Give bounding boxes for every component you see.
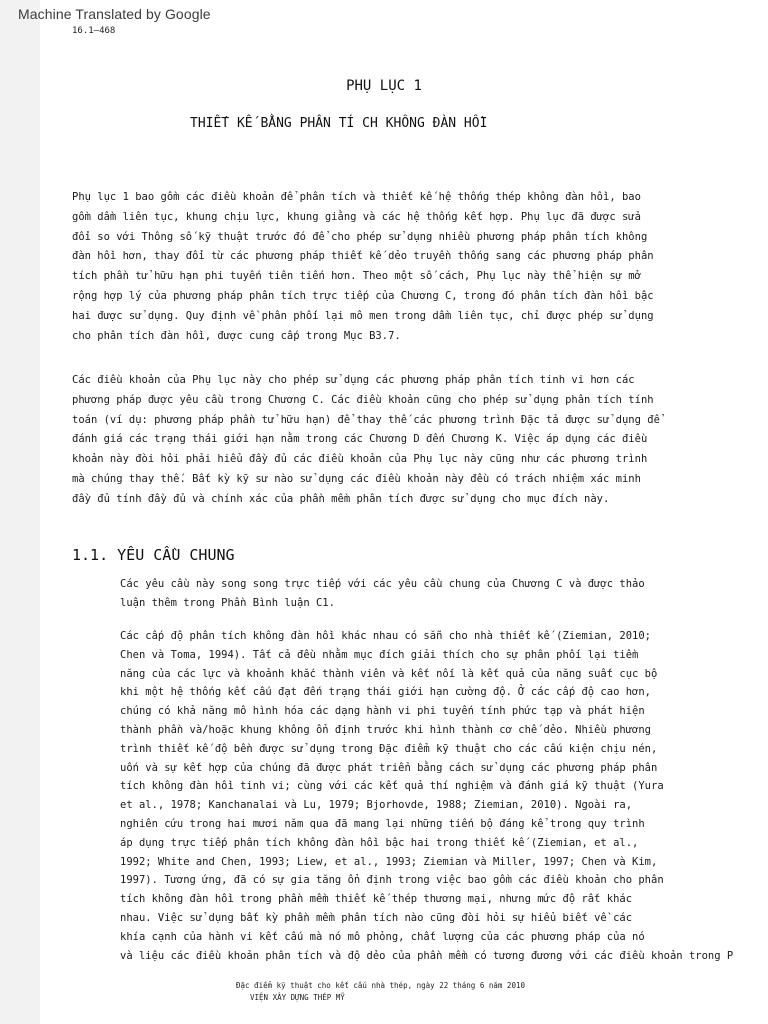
intro-paragraph [72, 188, 654, 346]
paragraph-line: Phụ lục 1 bao gồm các điều khoản để phân tích và thiết kế hệ thống thép không đàn hồi, bao [72, 191, 641, 203]
scope-paragraph [72, 371, 660, 510]
appendix-subtitle: THIẾT KẾ BẰNG PHÂN TÍ CH KHÔNG ĐÀN HỒI [190, 116, 488, 131]
paragraph-line: nhau. Việc sử dụng bất kỳ phần mềm phân tích nào cũng đòi hỏi sự hiểu biết về các [120, 911, 633, 924]
paragraph-line: phương pháp được yêu cầu trong Chương C. Các điều khoản cũng cho phép sử dụng phân tích tính [72, 393, 654, 406]
paragraph-line: khoản này đòi hỏi phải hiểu đầy đủ các điều khoản của Phụ lục này cũng như các phương trình [72, 453, 648, 466]
paragraph-line: hai được sử dụng. Quy định về phân phối lại mô men trong dầm liên tục, chỉ được phép sử dụng [72, 309, 654, 322]
paragraph-line: 1992; White and Chen, 1993; Liew, et al., 1993; Ziemian và Miller, 1997; Chen và Kim, [120, 855, 658, 868]
paragraph-line: khía cạnh của hành vi kết cấu mà nó mô phỏng, chất lượng của các phương pháp của nó [120, 930, 645, 943]
requirements-paragraph [120, 575, 645, 613]
paragraph-line: khi một hệ thống kết cấu đạt đến trạng thái giới hạn cường độ. Ở các cấp độ cao hơn, [120, 686, 652, 699]
paragraph-line: trình thiết kế độ bền được sử dụng trong Đặc điểm kỹ thuật cho các cấu kiện chịu nén, [120, 742, 658, 755]
paragraph-line: Các điều khoản của Phụ lục này cho phép sử dụng các phương pháp phân tích tinh vi hơn các [72, 374, 635, 386]
footer-institute-line: VIỆN XÂY DỰNG THÉP MỸ [250, 993, 345, 1002]
paragraph-line: Các cấp độ phân tích không đàn hồi khác nhau có sẵn cho nhà thiết kế (Ziemian, 2010; [120, 630, 652, 642]
machine-translation-banner: Machine Translated by Google [18, 6, 211, 22]
paragraph-line: chúng có khả năng mô hình hóa các dạng hành vi phi tuyến tính phức tạp và phát hiện [120, 705, 645, 718]
paragraph-line: gồm dầm liên tục, khung chịu lực, khung giằng và các hệ thống kết hợp. Phụ lục đã được sửa [72, 210, 641, 223]
paragraph-line: đánh giá các trạng thái giới hạn nằm trong các Chương D đến Chương K. Việc áp dụng các điều [72, 433, 648, 446]
paragraph-line: tích không đàn hồi trong phần mềm thiết kế thép thương mại, nhưng mức độ rất khác [120, 893, 633, 906]
paragraph-line: nghiên cứu trong hai mươi năm qua đã mang lại những tiến bộ đáng kể trong quy trình [120, 817, 645, 830]
paragraph-line: tích phần tử hữu hạn phi tuyến tiên tiến hơn. Theo một số cách, Phụ lục này thể hiện sự mở [72, 270, 641, 283]
paragraph-line: Chen và Toma, 1994). Tất cả đều nhằm mục đích giải thích cho sự phân phối lại tiềm [120, 648, 639, 661]
paragraph-line: mà chúng thay thế. Bất kỳ kỹ sư nào sử dụng các điều khoản này đều có trách nhiệm xác minh [72, 472, 641, 485]
paragraph-line: năng của các lực và khoảnh khắc thành viên và kết nối là kết quả của năng suất cục bộ [120, 667, 658, 680]
appendix-title: PHỤ LỤC 1 [346, 78, 422, 94]
paragraph-line: cho phân tích đàn hồi, được cung cấp trong Mục B3.7. [72, 329, 401, 342]
paragraph-line: uốn và sự kết hợp của chúng đã được phát triển bằng cách sử dụng các phương pháp phân [120, 761, 658, 774]
section-heading: 1.1. YÊU CẦU CHUNG [72, 546, 235, 564]
paragraph-line: đầy đủ tính đầy đủ và chính xác của phần mềm phân tích được sử dụng cho mục đích này. [72, 492, 610, 505]
page-left-margin [0, 0, 40, 1024]
paragraph-line: et al., 1978; Kanchanalai và Lu, 1979; Bjorhovde, 1988; Ziemian, 2010). Ngoài ra, [120, 799, 633, 812]
paragraph-line: thành phần và/hoặc khung không ổn định trước khi hình thành cơ chế dẻo. Nhiều phương [120, 723, 652, 736]
footer-spec-line: Đặc điểm kỹ thuật cho kết cấu nhà thép, ngày 22 tháng 6 năm 2010 [236, 981, 525, 990]
paragraph-line: Các yêu cầu này song song trực tiếp với các yêu cầu chung của Chương C và được thảo [120, 578, 645, 590]
analysis-levels-paragraph [120, 627, 733, 965]
document-page-id: 16.1–468 [72, 26, 116, 36]
paragraph-line: đổi so với Thông số kỹ thuật trước đó để cho phép sử dụng nhiều phương pháp phân tích không [72, 230, 648, 243]
paragraph-line: luận thêm trong Phần Bình luận C1. [120, 597, 335, 609]
paragraph-line: và liệu các điều khoản phân tích và độ dẻo của phần mềm có tương đương với các điều khoản trong P [120, 949, 734, 962]
paragraph-line: rộng hợp lý của phương pháp phân tích trực tiếp của Chương C, trong đó phân tích đàn hồi bậc [72, 289, 654, 302]
paragraph-line: áp dụng trực tiếp phân tích không đàn hồi bậc hai trong thiết kế (Ziemian, et al., [120, 836, 639, 849]
paragraph-line: đàn hồi hơn, thay đổi từ các phương pháp thiết kế dẻo truyền thống sang các phương pháp phân [72, 250, 654, 263]
paragraph-line: 1997). Tương ứng, đã có sự gia tăng ổn định trong việc bao gồm các điều khoản cho phân [120, 874, 664, 887]
paragraph-line: toán (ví dụ: phương pháp phần tử hữu hạn) để thay thế các phương trình Đặc tả được sử dụng để [72, 413, 660, 426]
paragraph-line: tích không đàn hồi tinh vi; cùng với các kết quả thí nghiệm và đánh giá kỹ thuật (Yura [120, 780, 664, 793]
